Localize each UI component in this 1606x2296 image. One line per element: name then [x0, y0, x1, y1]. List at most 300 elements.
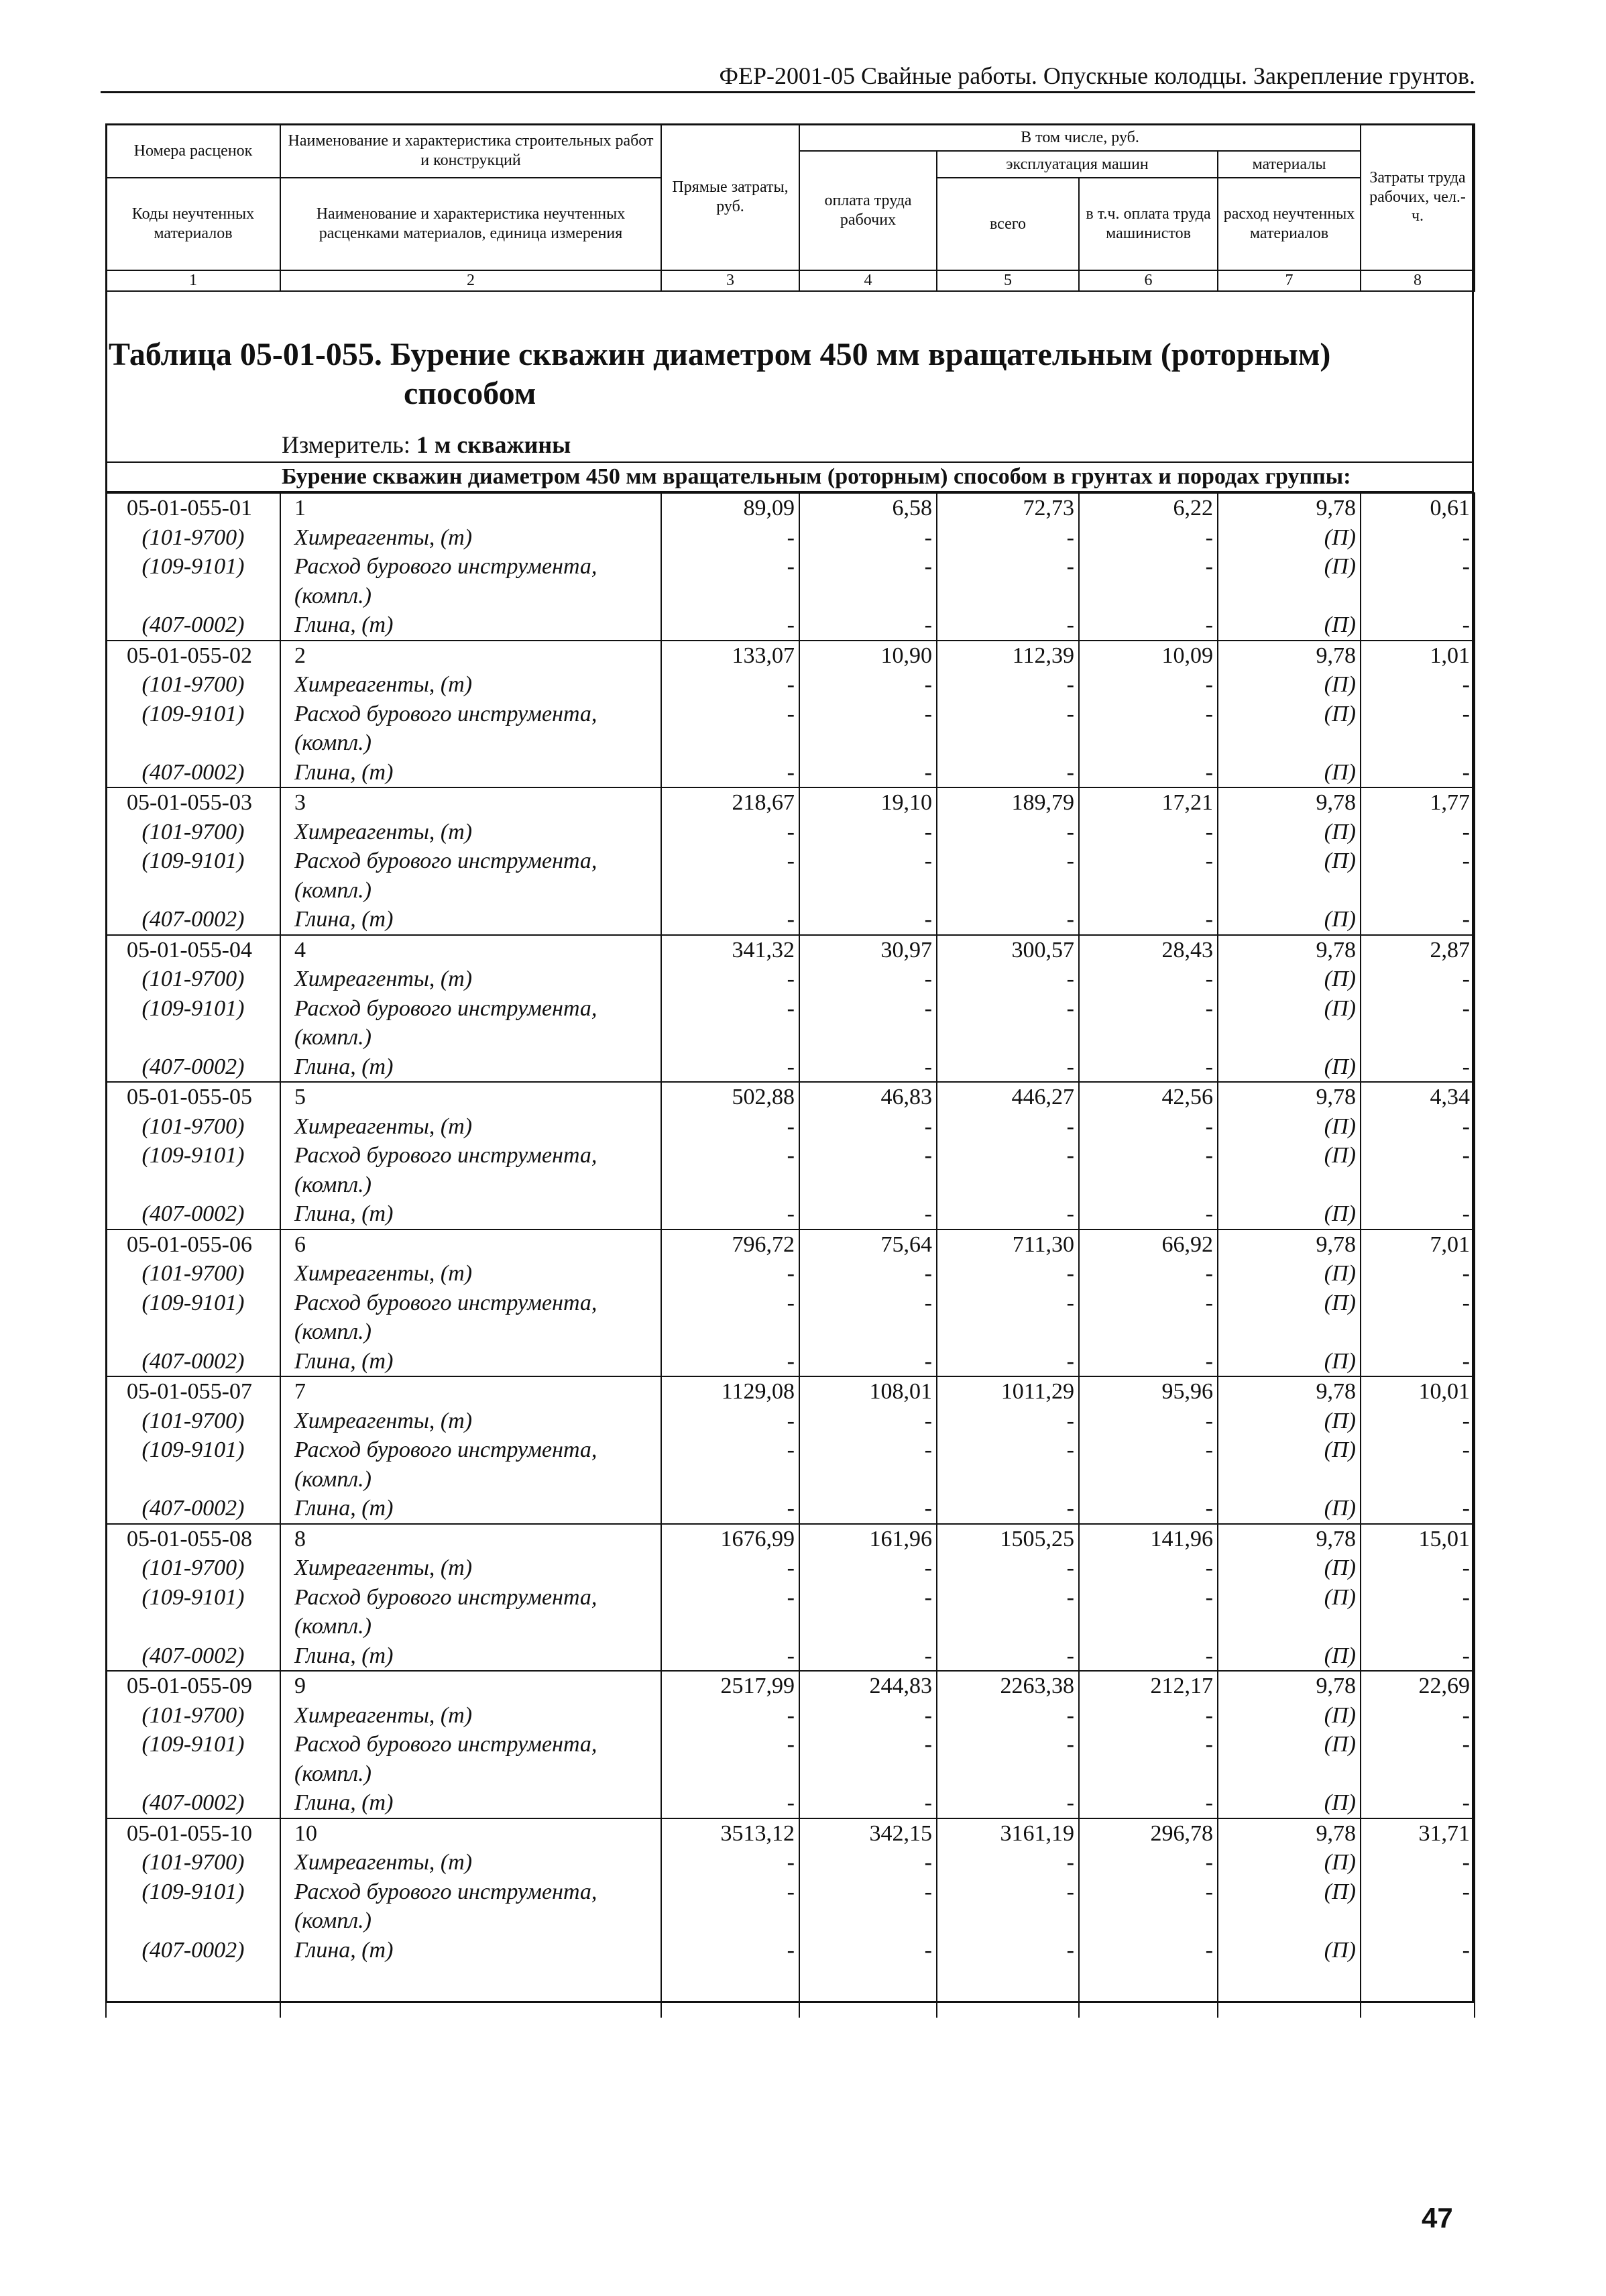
material-name: Расход бурового инструмента,: [280, 700, 661, 729]
dash-cell: -: [1079, 758, 1218, 788]
dash-cell: [1361, 1906, 1475, 1936]
rate-group: 4: [280, 935, 661, 965]
material-row: [106, 700, 1475, 729]
dash-cell: -: [799, 1141, 937, 1170]
empty-cell: [1079, 1965, 1218, 2018]
material-unit-cell: (П): [1218, 670, 1361, 700]
dash-cell: -: [1361, 552, 1475, 582]
dash-cell: [1079, 1317, 1218, 1347]
worker-pay-value: 108,01: [799, 1376, 937, 1407]
material-code: (407-0002): [106, 610, 280, 641]
material-row: [106, 1170, 1475, 1200]
dash-cell: -: [1079, 670, 1218, 700]
material-row: [106, 1730, 1475, 1759]
material-unit-cell: (П): [1218, 700, 1361, 729]
materials-value: 9,78: [1218, 1524, 1361, 1554]
empty-cell: [280, 1965, 661, 2018]
rate-row: [106, 641, 1475, 671]
dash-cell: -: [1079, 1141, 1218, 1170]
material-name: (компл.): [280, 1906, 661, 1936]
dash-cell: [799, 728, 937, 758]
material-row: [106, 1583, 1475, 1612]
material-unit-cell: (П): [1218, 905, 1361, 935]
header-col1-top: Номера расценок: [106, 124, 280, 178]
dash-cell: [799, 1465, 937, 1494]
dash-cell: -: [799, 1347, 937, 1377]
header-materials-group: материалы: [1218, 151, 1361, 178]
material-unit-cell: [1218, 1317, 1361, 1347]
dash-cell: [799, 1612, 937, 1641]
material-row: [106, 876, 1475, 906]
material-name: Расход бурового инструмента,: [280, 846, 661, 876]
dash-cell: -: [799, 1052, 937, 1083]
dash-cell: -: [1361, 1435, 1475, 1465]
dash-cell: -: [1079, 1788, 1218, 1818]
material-code: (109-9101): [106, 1730, 280, 1759]
material-unit-cell: [1218, 1023, 1361, 1052]
material-code: (109-9101): [106, 1435, 280, 1465]
dash-cell: -: [937, 1701, 1079, 1731]
material-code: (101-9700): [106, 523, 280, 553]
material-row: [106, 1877, 1475, 1907]
machines-total-value: 189,79: [937, 787, 1079, 818]
dash-cell: -: [937, 1553, 1079, 1583]
dash-cell: -: [799, 1289, 937, 1318]
machines-total-value: 3161,19: [937, 1818, 1079, 1849]
header-machinist-pay: в т.ч. оплата труда машинистов: [1079, 178, 1218, 270]
material-code: (109-9101): [106, 846, 280, 876]
dash-cell: -: [1361, 1553, 1475, 1583]
material-name: Химреагенты, (т): [280, 1553, 661, 1583]
material-name: (компл.): [280, 1465, 661, 1494]
material-code: (101-9700): [106, 1259, 280, 1289]
rate-code: 05-01-055-02: [106, 641, 280, 671]
rate-row: [106, 935, 1475, 965]
dash-cell: -: [937, 1848, 1079, 1877]
dash-cell: -: [1079, 523, 1218, 553]
dash-cell: -: [661, 818, 799, 847]
rate-row: [106, 493, 1475, 523]
dash-cell: -: [1361, 523, 1475, 553]
material-name: (компл.): [280, 582, 661, 611]
dash-cell: -: [799, 1435, 937, 1465]
material-unit-cell: (П): [1218, 965, 1361, 994]
material-unit-cell: (П): [1218, 1052, 1361, 1083]
material-name: Химреагенты, (т): [280, 1701, 661, 1731]
labor-hours-value: 15,01: [1361, 1524, 1475, 1554]
material-name: Глина, (т): [280, 610, 661, 641]
labor-hours-value: 1,77: [1361, 787, 1475, 818]
worker-pay-value: 6,58: [799, 493, 937, 523]
dash-cell: -: [937, 965, 1079, 994]
materials-value: 9,78: [1218, 1818, 1361, 1849]
dash-cell: -: [661, 1701, 799, 1731]
material-unit-cell: (П): [1218, 846, 1361, 876]
dash-cell: -: [1361, 818, 1475, 847]
dash-cell: -: [1079, 1347, 1218, 1377]
material-row: [106, 905, 1475, 935]
material-code: (407-0002): [106, 1347, 280, 1377]
dash-cell: [937, 1612, 1079, 1641]
material-unit-cell: (П): [1218, 552, 1361, 582]
material-name: Расход бурового инструмента,: [280, 1730, 661, 1759]
material-code: [106, 582, 280, 611]
dash-cell: -: [937, 1052, 1079, 1083]
material-row: [106, 728, 1475, 758]
dash-cell: [799, 1759, 937, 1789]
material-code: (109-9101): [106, 1289, 280, 1318]
header-number: 3: [661, 270, 799, 291]
material-unit-cell: [1218, 1612, 1361, 1641]
materials-value: 9,78: [1218, 1082, 1361, 1112]
dash-cell: -: [1361, 700, 1475, 729]
labor-hours-value: 1,01: [1361, 641, 1475, 671]
dash-cell: [1079, 1612, 1218, 1641]
material-unit-cell: (П): [1218, 1848, 1361, 1877]
material-row: [106, 552, 1475, 582]
dash-cell: [937, 1023, 1079, 1052]
material-row: [106, 1347, 1475, 1377]
material-code: (109-9101): [106, 994, 280, 1024]
header-material-usage: расход неучтенных материалов: [1218, 178, 1361, 270]
material-row: [106, 1641, 1475, 1672]
rate-code: 05-01-055-08: [106, 1524, 280, 1554]
direct-costs-value: 341,32: [661, 935, 799, 965]
rate-row: [106, 1376, 1475, 1407]
material-code: (407-0002): [106, 1052, 280, 1083]
dash-cell: -: [1361, 1289, 1475, 1318]
header-number: 1: [106, 270, 280, 291]
material-row: [106, 1848, 1475, 1877]
dash-cell: [937, 728, 1079, 758]
dash-cell: -: [1079, 1052, 1218, 1083]
dash-cell: -: [1079, 1407, 1218, 1436]
dash-cell: -: [799, 758, 937, 788]
machines-total-value: 112,39: [937, 641, 1079, 671]
dash-cell: -: [1079, 1848, 1218, 1877]
materials-value: 9,78: [1218, 641, 1361, 671]
dash-cell: -: [1361, 1052, 1475, 1083]
dash-cell: -: [1079, 1730, 1218, 1759]
material-name: Химреагенты, (т): [280, 1848, 661, 1877]
worker-pay-value: 10,90: [799, 641, 937, 671]
dash-cell: -: [661, 758, 799, 788]
material-code: [106, 1170, 280, 1200]
labor-hours-value: 10,01: [1361, 1376, 1475, 1407]
dash-cell: -: [937, 670, 1079, 700]
dash-cell: [937, 1465, 1079, 1494]
material-name: (компл.): [280, 1759, 661, 1789]
dash-cell: -: [1079, 1641, 1218, 1672]
machines-total-value: 300,57: [937, 935, 1079, 965]
material-code: (101-9700): [106, 1701, 280, 1731]
labor-hours-value: 22,69: [1361, 1671, 1475, 1701]
material-row: [106, 582, 1475, 611]
material-code: (101-9700): [106, 670, 280, 700]
dash-cell: -: [1361, 965, 1475, 994]
dash-cell: [799, 1906, 937, 1936]
rate-row: [106, 1524, 1475, 1554]
direct-costs-value: 1129,08: [661, 1376, 799, 1407]
dash-cell: -: [661, 610, 799, 641]
material-unit-cell: (П): [1218, 1877, 1361, 1907]
material-unit-cell: (П): [1218, 1583, 1361, 1612]
dash-cell: [661, 1759, 799, 1789]
material-unit-cell: [1218, 1759, 1361, 1789]
dash-cell: -: [937, 1141, 1079, 1170]
material-name: Химреагенты, (т): [280, 965, 661, 994]
material-code: (407-0002): [106, 1199, 280, 1229]
dash-cell: [1361, 1612, 1475, 1641]
material-code: (109-9101): [106, 700, 280, 729]
dash-cell: -: [937, 1877, 1079, 1907]
material-name: Глина, (т): [280, 1936, 661, 1965]
material-row: [106, 1612, 1475, 1641]
section-subheading: Бурение скважин диаметром 450 мм вращательным (роторным) способом в грунтах и породах группы:: [282, 464, 1351, 489]
dash-cell: -: [1079, 1112, 1218, 1142]
material-row: [106, 846, 1475, 876]
materials-value: 9,78: [1218, 1229, 1361, 1260]
dash-cell: [1361, 582, 1475, 611]
material-unit-cell: [1218, 582, 1361, 611]
header-machines-group: эксплуатация машин: [937, 151, 1218, 178]
rate-group: 6: [280, 1229, 661, 1260]
dash-cell: -: [799, 1641, 937, 1672]
machinist-pay-value: 6,22: [1079, 493, 1218, 523]
header-number: 4: [799, 270, 937, 291]
dash-cell: -: [937, 905, 1079, 935]
measure-unit: [282, 431, 571, 459]
running-header: ФЕР-2001-05 Свайные работы. Опускные колодцы. Закрепление грунтов.: [101, 62, 1475, 93]
material-code: (109-9101): [106, 1877, 280, 1907]
materials-value: 9,78: [1218, 1376, 1361, 1407]
dash-cell: -: [1079, 1435, 1218, 1465]
dash-cell: -: [1361, 1848, 1475, 1877]
material-name: Расход бурового инструмента,: [280, 994, 661, 1024]
material-row: [106, 818, 1475, 847]
dash-cell: [937, 1170, 1079, 1200]
header-labor-hours: Затраты труда рабочих, чел.-ч.: [1361, 124, 1475, 270]
dash-cell: -: [661, 1289, 799, 1318]
rate-row: [106, 1818, 1475, 1849]
worker-pay-value: 244,83: [799, 1671, 937, 1701]
worker-pay-value: 46,83: [799, 1082, 937, 1112]
direct-costs-value: 796,72: [661, 1229, 799, 1260]
dash-cell: [937, 1759, 1079, 1789]
dash-cell: -: [661, 1199, 799, 1229]
table-title-line1: Таблица 05-01-055. Бурение скважин диаметром 450 мм вращательным (роторным): [109, 337, 1331, 372]
dash-cell: -: [1079, 552, 1218, 582]
material-code: (407-0002): [106, 1936, 280, 1965]
dash-cell: [661, 1317, 799, 1347]
dash-cell: -: [1079, 1936, 1218, 1965]
material-name: Химреагенты, (т): [280, 1407, 661, 1436]
dash-cell: -: [799, 1407, 937, 1436]
dash-cell: -: [661, 1877, 799, 1907]
dash-cell: -: [661, 670, 799, 700]
material-unit-cell: (П): [1218, 818, 1361, 847]
rate-group: 3: [280, 787, 661, 818]
dash-cell: -: [1079, 994, 1218, 1024]
dash-cell: [661, 728, 799, 758]
dash-cell: -: [799, 1936, 937, 1965]
dash-cell: -: [937, 523, 1079, 553]
material-unit-cell: (П): [1218, 1347, 1361, 1377]
machines-total-value: 711,30: [937, 1229, 1079, 1260]
dash-cell: [1361, 1170, 1475, 1200]
material-unit-cell: (П): [1218, 994, 1361, 1024]
dash-cell: -: [1361, 1112, 1475, 1142]
material-row: [106, 758, 1475, 788]
material-code: [106, 728, 280, 758]
empty-cell: [1361, 1965, 1475, 2018]
dash-cell: -: [1361, 905, 1475, 935]
rate-code: 05-01-055-04: [106, 935, 280, 965]
worker-pay-value: 75,64: [799, 1229, 937, 1260]
dash-cell: [937, 1317, 1079, 1347]
material-code: (407-0002): [106, 1494, 280, 1524]
material-unit-cell: (П): [1218, 1112, 1361, 1142]
machinist-pay-value: 17,21: [1079, 787, 1218, 818]
material-row: [106, 1494, 1475, 1524]
material-unit-cell: (П): [1218, 1289, 1361, 1318]
dash-cell: -: [661, 905, 799, 935]
material-code: (407-0002): [106, 758, 280, 788]
material-unit-cell: [1218, 1170, 1361, 1200]
material-name: Химреагенты, (т): [280, 523, 661, 553]
material-name: Глина, (т): [280, 905, 661, 935]
dash-cell: -: [799, 1877, 937, 1907]
material-unit-cell: (П): [1218, 610, 1361, 641]
material-name: Глина, (т): [280, 1788, 661, 1818]
dash-cell: -: [1361, 758, 1475, 788]
rate-group: 2: [280, 641, 661, 671]
dash-cell: [1079, 1023, 1218, 1052]
material-row: [106, 1936, 1475, 1965]
material-name: Глина, (т): [280, 1641, 661, 1672]
rates-table: [105, 492, 1475, 2018]
material-code: (407-0002): [106, 1641, 280, 1672]
dash-cell: -: [937, 700, 1079, 729]
dash-cell: -: [937, 1347, 1079, 1377]
dash-cell: [799, 1023, 937, 1052]
material-unit-cell: (П): [1218, 1701, 1361, 1731]
labor-hours-value: 2,87: [1361, 935, 1475, 965]
dash-cell: -: [1079, 1494, 1218, 1524]
dash-cell: [1079, 728, 1218, 758]
measure-value: 1 м скважины: [416, 431, 571, 458]
dash-cell: [937, 1906, 1079, 1936]
dash-cell: -: [1361, 610, 1475, 641]
dash-cell: -: [1079, 965, 1218, 994]
material-unit-cell: (П): [1218, 1936, 1361, 1965]
material-code: (101-9700): [106, 965, 280, 994]
worker-pay-value: 342,15: [799, 1818, 937, 1849]
material-row: [106, 1199, 1475, 1229]
material-row: [106, 1553, 1475, 1583]
dash-cell: -: [1079, 700, 1218, 729]
material-code: [106, 1317, 280, 1347]
measure-label: Измеритель:: [282, 431, 410, 458]
dash-cell: [1361, 1023, 1475, 1052]
dash-cell: -: [799, 965, 937, 994]
direct-costs-value: 89,09: [661, 493, 799, 523]
rate-group: 8: [280, 1524, 661, 1554]
material-name: Расход бурового инструмента,: [280, 1435, 661, 1465]
rate-code: 05-01-055-06: [106, 1229, 280, 1260]
dash-cell: [1079, 876, 1218, 906]
dash-cell: -: [1079, 1583, 1218, 1612]
dash-cell: [1361, 728, 1475, 758]
material-row: [106, 1023, 1475, 1052]
dash-cell: -: [661, 700, 799, 729]
dash-cell: -: [799, 1553, 937, 1583]
dash-cell: -: [1361, 1788, 1475, 1818]
material-unit-cell: [1218, 876, 1361, 906]
dash-cell: -: [1079, 1289, 1218, 1318]
material-code: (101-9700): [106, 1407, 280, 1436]
material-row: [106, 965, 1475, 994]
material-row: [106, 1259, 1475, 1289]
dash-cell: -: [661, 552, 799, 582]
empty-cell: [937, 1965, 1079, 2018]
dash-cell: [1361, 876, 1475, 906]
rate-code: 05-01-055-01: [106, 493, 280, 523]
material-name: Расход бурового инструмента,: [280, 552, 661, 582]
material-name: Расход бурового инструмента,: [280, 1877, 661, 1907]
material-name: Расход бурового инструмента,: [280, 1141, 661, 1170]
header-number: 6: [1079, 270, 1218, 291]
empty-cell: [106, 1965, 280, 2018]
dash-cell: -: [1361, 1494, 1475, 1524]
header-direct-costs: Прямые затраты, руб.: [661, 124, 799, 270]
dash-cell: -: [937, 1259, 1079, 1289]
dash-cell: [1361, 1465, 1475, 1494]
material-code: (407-0002): [106, 1788, 280, 1818]
rate-group: 1: [280, 493, 661, 523]
rate-row: [106, 1229, 1475, 1260]
direct-costs-value: 3513,12: [661, 1818, 799, 1849]
material-row: [106, 1112, 1475, 1142]
material-code: (101-9700): [106, 1112, 280, 1142]
dash-cell: -: [937, 1407, 1079, 1436]
dash-cell: -: [937, 1199, 1079, 1229]
dash-cell: -: [661, 1052, 799, 1083]
material-row: [106, 1906, 1475, 1936]
material-row: [106, 994, 1475, 1024]
dash-cell: [661, 1170, 799, 1200]
dash-cell: -: [1361, 846, 1475, 876]
rate-code: 05-01-055-03: [106, 787, 280, 818]
dash-cell: -: [799, 1788, 937, 1818]
dash-cell: [1079, 1465, 1218, 1494]
material-row: [106, 523, 1475, 553]
dash-cell: -: [799, 552, 937, 582]
rate-group: 10: [280, 1818, 661, 1849]
dash-cell: -: [1079, 1259, 1218, 1289]
dash-cell: -: [1361, 1641, 1475, 1672]
dash-cell: [661, 1612, 799, 1641]
direct-costs-value: 2517,99: [661, 1671, 799, 1701]
material-code: (101-9700): [106, 1848, 280, 1877]
dash-cell: -: [799, 523, 937, 553]
rate-row: [106, 1671, 1475, 1701]
dash-cell: -: [1361, 1877, 1475, 1907]
material-row: [106, 1701, 1475, 1731]
dash-cell: -: [799, 1112, 937, 1142]
material-name: Расход бурового инструмента,: [280, 1289, 661, 1318]
machines-total-value: 2263,38: [937, 1671, 1079, 1701]
